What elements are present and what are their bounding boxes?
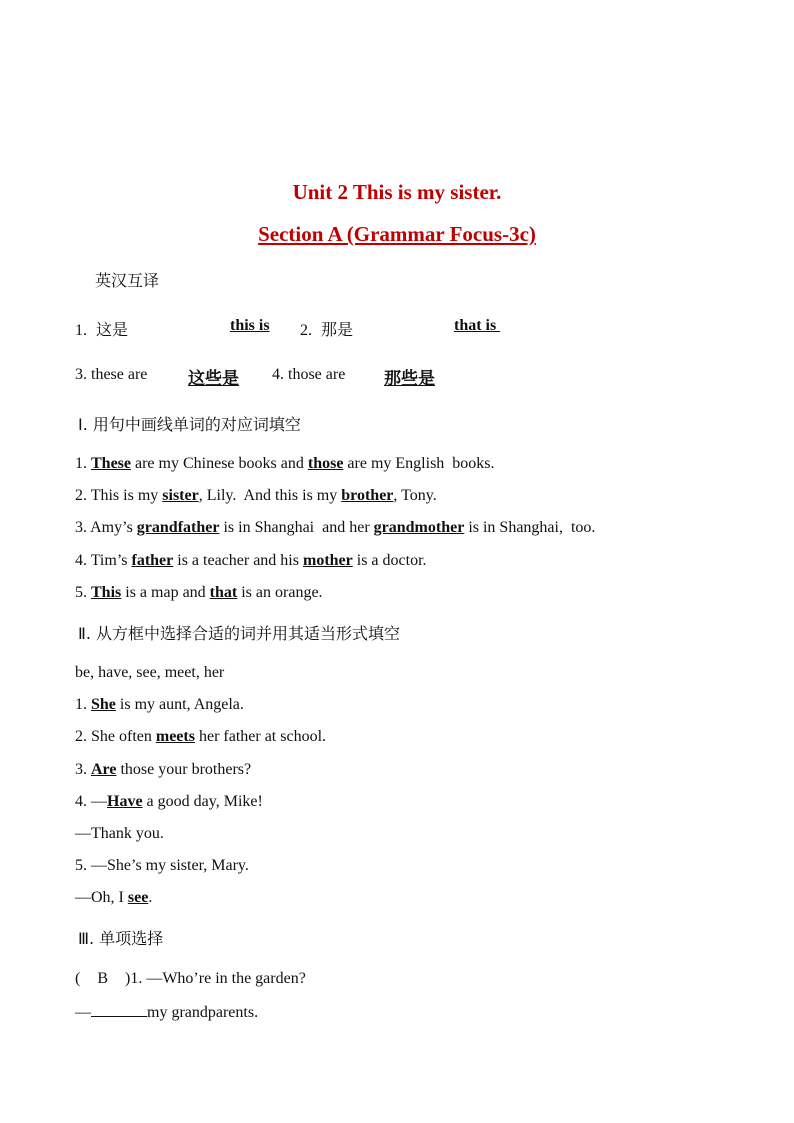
mc-question-1-reply: — my grandparents. [75, 1004, 259, 1021]
translation-prompt: 这是 [96, 320, 129, 339]
answer-word: grandmother [373, 519, 465, 536]
translation-answer: that is [454, 317, 501, 334]
part1-heading: Ⅰ. 用句中画线单词的对应词填空 [78, 415, 301, 434]
part1-item-4: 4. Tim’s father is a teacher and his mother is a doctor. [75, 552, 427, 569]
answer-word: those [307, 455, 344, 472]
translation-answer: 这些是 [188, 369, 239, 389]
translation-num: 2. [300, 322, 312, 339]
translation-heading: 英汉互译 [95, 271, 160, 290]
part2-item-2: 2. She often meets her father at school. [75, 728, 327, 745]
answer-word: meets [155, 728, 195, 745]
part1-item-1: 1. These are my Chinese books and those are my English books. [75, 455, 495, 472]
translation-num: 3. [75, 366, 87, 383]
part2-item-1: 1. She is my aunt, Angela. [75, 696, 244, 713]
translation-row-3 [75, 366, 147, 384]
answer-word: that [209, 584, 238, 601]
answer-word: Are [91, 761, 117, 778]
unit-title: Unit 2 This is my sister. [292, 180, 502, 204]
part2-item-5-reply: —Oh, I see. [75, 889, 153, 906]
mc-question-1: ( B )1. —Who’re in the garden? [75, 970, 306, 987]
translation-num: 4. [272, 366, 284, 383]
part1-item-5: 5. This is a map and that is an orange. [75, 584, 323, 601]
translation-row-2 [300, 317, 353, 340]
part2-item-4-reply: —Thank you. [75, 825, 164, 842]
word-box: be, have, see, meet, her [75, 664, 225, 681]
answer-word: She [91, 696, 116, 713]
translation-answer: 那些是 [384, 369, 435, 389]
answer-word: sister [162, 487, 199, 504]
answer-word: grandfather [136, 519, 220, 536]
part1-item-3: 3. Amy’s grandfather is in Shanghai and her grandmother is in Shanghai, too. [75, 519, 596, 536]
part1-item-2: 2. This is my sister, Lily. And this is my brother, Tony. [75, 487, 437, 504]
translation-answer: this is [230, 317, 270, 334]
translation-prompt: these are [91, 366, 148, 383]
translation-row-1 [75, 317, 128, 340]
answer-word: father [131, 552, 174, 569]
translation-row-4 [272, 366, 345, 384]
translation-num: 1. [75, 322, 87, 339]
part2-item-3: 3. Are those your brothers? [75, 761, 252, 778]
answer-blank[interactable] [91, 1002, 147, 1017]
answer-word: This [91, 584, 122, 601]
answer-word: These [91, 455, 131, 472]
part2-item-4: 4. —Have a good day, Mike! [75, 793, 263, 810]
mc-answer: B [97, 970, 108, 987]
part3-heading: Ⅲ. 单项选择 [78, 929, 164, 948]
answer-word: brother [341, 487, 394, 504]
translation-prompt: those are [288, 366, 346, 383]
translation-prompt: 那是 [321, 320, 354, 339]
mc-question-text: —Who’re in the garden? [146, 970, 306, 987]
answer-word: see [127, 889, 149, 906]
answer-word: mother [302, 552, 353, 569]
part2-heading: Ⅱ. 从方框中选择合适的词并用其适当形式填空 [78, 624, 401, 643]
part2-item-5: 5. —She’s my sister, Mary. [75, 857, 249, 874]
answer-word: Have [107, 793, 143, 810]
section-title: Section A (Grammar Focus-3c) [258, 222, 536, 246]
